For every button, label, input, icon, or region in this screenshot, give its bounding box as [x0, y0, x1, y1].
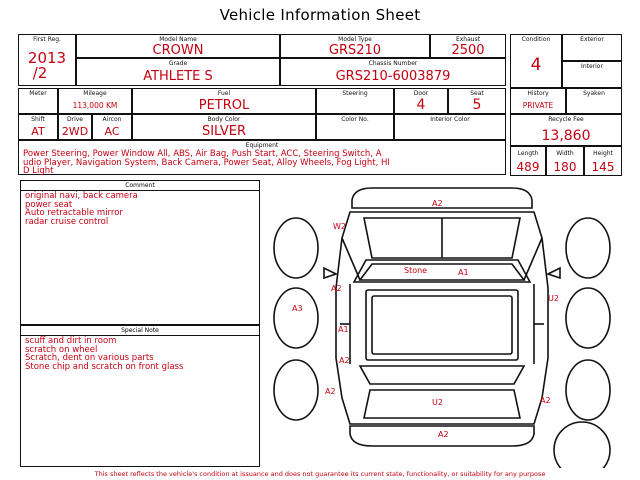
- fuel-cell: [132, 88, 316, 114]
- equipment-line: D Light: [23, 166, 54, 176]
- seat-label: Seat: [470, 90, 484, 97]
- interior-label: Interior: [581, 63, 603, 70]
- wheel-mid-left: [274, 288, 318, 348]
- equipment-line: Power Steering, Power Window All, ABS, Air Bag, Push Start, ACC, Steering Switch, A: [23, 149, 382, 159]
- damage-mark: A2: [325, 387, 336, 396]
- syaken-label: Syaken: [583, 90, 605, 97]
- grade-value: ATHLETE S: [143, 69, 213, 84]
- mileage-value: 113,000 KM: [72, 101, 118, 110]
- seat-cell: [448, 88, 506, 114]
- exhaust-value: 2500: [451, 43, 485, 58]
- fuel-value: PETROL: [198, 98, 250, 113]
- damage-mark: A2: [438, 430, 449, 439]
- damage-mark: A2: [339, 356, 350, 365]
- special-note-lines: [25, 337, 255, 371]
- footer-disclaimer: This sheet reflects the vehicle's condition at issuance and does not guarantee its current state, functionality, or suitability for any purpose: [94, 470, 546, 478]
- interior-cell: [562, 61, 622, 88]
- chassis-value: GRS210-6003879: [335, 69, 451, 84]
- wheel-rear-right: [566, 360, 610, 420]
- model-type-label: Model Type: [338, 36, 372, 43]
- history-cell: [510, 88, 566, 114]
- exhaust-cell: [430, 34, 506, 58]
- color-no-label: Color No.: [341, 116, 369, 123]
- comment-box: [20, 180, 260, 325]
- special-note-line: Scratch, dent on various parts: [25, 353, 154, 363]
- width-label: Width: [556, 150, 574, 157]
- roof: [366, 290, 518, 360]
- width-value: 180: [553, 160, 577, 174]
- fuel-label: Fuel: [217, 90, 231, 97]
- damage-mark: A2: [432, 199, 443, 208]
- comment-label: Comment: [21, 181, 259, 191]
- exterior-cell: [562, 34, 622, 61]
- special-note-line: scratch on wheel: [25, 344, 98, 355]
- model-type-value: GRS210: [328, 43, 382, 58]
- aircon-label: Aircon: [102, 116, 122, 123]
- drive-label: Drive: [67, 116, 83, 123]
- equipment-cell: [18, 140, 506, 175]
- history-value: PRIVATE: [522, 101, 554, 110]
- model-name-value: CROWN: [152, 43, 204, 58]
- first-reg-month: /2: [32, 64, 48, 82]
- comment-line: power seat: [25, 199, 73, 210]
- chassis-label: Chassis Number: [368, 60, 418, 67]
- wheel-rear-left: [274, 360, 318, 420]
- recycle-fee-label: Recycle Fee: [548, 116, 584, 123]
- comment-line: Auto retractable mirror: [25, 208, 123, 218]
- model-name-label: Model Name: [159, 36, 197, 43]
- damage-mark: U2: [548, 294, 559, 303]
- mirror-left: [324, 268, 336, 278]
- meter-cell: [18, 88, 58, 114]
- sheet-title: Vehicle Information Sheet: [219, 6, 421, 24]
- car-diagram: [262, 178, 622, 468]
- comment-line: original navi, back camera: [25, 191, 138, 201]
- aircon-cell: [92, 114, 132, 140]
- damage-mark: U2: [432, 398, 443, 407]
- condition-label: Condition: [521, 36, 551, 43]
- drive-value: 2WD: [61, 125, 89, 138]
- body-color-value: SILVER: [201, 124, 247, 139]
- first-reg-year: 2013: [27, 49, 67, 67]
- length-cell: [510, 146, 546, 176]
- condition-value: 4: [530, 55, 542, 75]
- model-type-cell: [280, 34, 430, 58]
- body-color-label: Body Color: [207, 116, 241, 123]
- door-label: Door: [413, 90, 429, 97]
- mileage-label: Mileage: [83, 90, 107, 97]
- recycle-fee-cell: [510, 114, 622, 146]
- first-reg-cell: [18, 34, 76, 86]
- length-value: 489: [516, 160, 540, 174]
- body-color-cell: [132, 114, 316, 140]
- chassis-cell: [280, 58, 506, 86]
- rear-glass: [360, 366, 524, 384]
- damage-mark: A2: [540, 396, 551, 405]
- damage-mark: A2: [331, 284, 342, 293]
- wheel-front-left: [274, 218, 318, 278]
- mileage-cell: [58, 88, 132, 114]
- equipment-line: udio Player, Navigation System, Back Camera, Power Seat, Alloy Wheels, Fog Light, HI: [23, 157, 390, 168]
- door-value: 4: [416, 97, 426, 113]
- mirror-right: [548, 268, 560, 278]
- width-cell: [546, 146, 584, 176]
- interior-color-label: Interior Color: [430, 116, 470, 123]
- height-label: Height: [593, 150, 613, 157]
- special-note-line: scuff and dirt in room: [25, 336, 117, 346]
- interior-color-cell: [394, 114, 506, 140]
- door-cell: [394, 88, 448, 114]
- special-note-line: Stone chip and scratch on front glass: [25, 361, 184, 372]
- grade-cell: [76, 58, 280, 86]
- damage-mark: Stone: [404, 266, 428, 275]
- length-label: Length: [517, 150, 539, 157]
- comment-lines: [25, 192, 255, 226]
- first-reg-label: First Reg.: [33, 36, 61, 43]
- damage-mark: A3: [292, 304, 303, 313]
- exterior-label: Exterior: [580, 36, 604, 43]
- aircon-value: AC: [104, 125, 120, 138]
- windshield: [360, 264, 524, 280]
- shift-label: Shift: [31, 116, 45, 123]
- condition-cell: [510, 34, 562, 88]
- recycle-fee-value: 13,860: [541, 128, 591, 144]
- special-note-label: Special Note: [21, 326, 259, 336]
- equipment-label: Equipment: [245, 142, 279, 149]
- syaken-cell: [566, 88, 622, 114]
- shift-cell: [18, 114, 58, 140]
- special-note-box: [20, 325, 260, 467]
- drive-cell: [58, 114, 92, 140]
- height-value: 145: [591, 160, 615, 174]
- color-no-cell: [316, 114, 394, 140]
- model-name-cell: [76, 34, 280, 58]
- wheel-mid-right: [566, 288, 610, 348]
- seat-value: 5: [472, 97, 482, 113]
- damage-mark: W2: [333, 222, 346, 231]
- damage-mark: A1: [458, 268, 469, 277]
- steering-label: Steering: [342, 90, 368, 97]
- meter-label: Meter: [29, 90, 47, 97]
- equipment-lines: [23, 150, 390, 176]
- grade-label: Grade: [168, 60, 188, 67]
- damage-mark: A1: [338, 325, 349, 334]
- exhaust-label: Exhaust: [455, 36, 481, 43]
- comment-line: radar cruise control: [25, 216, 109, 227]
- wheel-front-right: [566, 218, 610, 278]
- shift-value: AT: [31, 125, 45, 138]
- spare-tire: [554, 422, 610, 468]
- steering-cell: [316, 88, 394, 114]
- history-label: History: [527, 90, 549, 97]
- height-cell: [584, 146, 622, 176]
